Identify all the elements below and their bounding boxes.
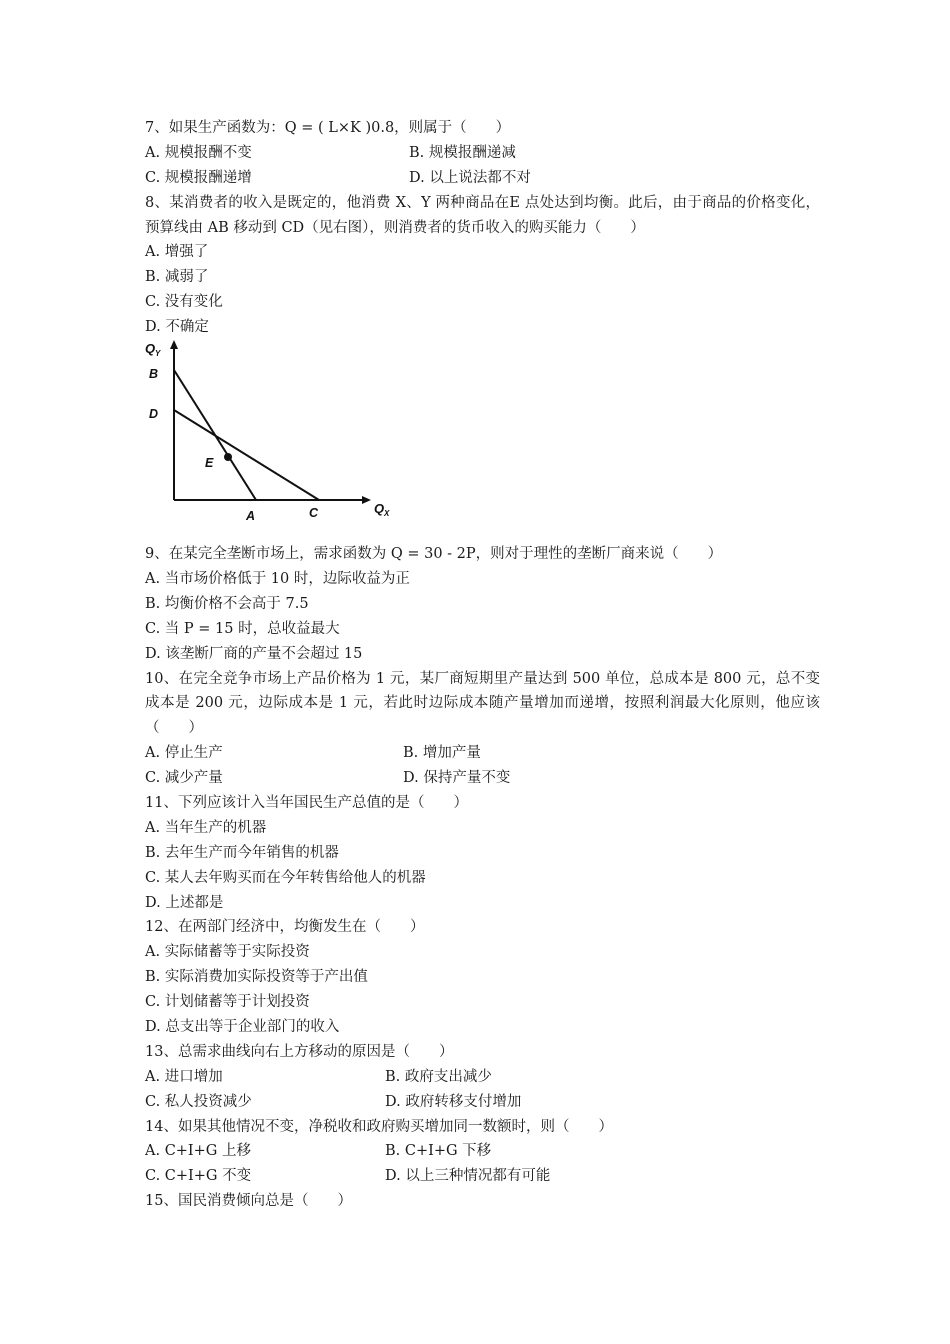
q14-option-b: B. C+I+G 下移 bbox=[385, 1143, 492, 1160]
y-axis-label-sub: Y bbox=[155, 349, 161, 359]
x-axis-label: Q bbox=[374, 501, 385, 517]
q12-stem: 12、在两部门经济中，均衡发生在（ ） bbox=[145, 919, 425, 936]
q13-options-row-1 bbox=[145, 1065, 820, 1090]
point-e-label: E bbox=[205, 456, 214, 471]
budget-line-figure bbox=[145, 340, 820, 542]
q10-options-row-2 bbox=[145, 766, 820, 791]
q9-option-d: D. 该垄断厂商的产量不会超过 15 bbox=[145, 645, 363, 662]
q11-stem: 11、下列应该计入当年国民生产总值的是（ ） bbox=[145, 795, 468, 811]
x-axis-label-sub: X bbox=[384, 509, 390, 519]
equilibrium-point-e bbox=[224, 453, 232, 461]
y-axis-arrow-icon bbox=[170, 340, 178, 349]
q11-option-c: C. 某人去年购买而在今年转售给他人的机器 bbox=[145, 869, 426, 886]
point-c-label: C bbox=[309, 506, 319, 521]
q11-option-d: D. 上述都是 bbox=[145, 894, 224, 911]
q9-option-a: A. 当市场价格低于 10 时，边际收益为正 bbox=[145, 570, 410, 587]
q15-stem: 15、国民消费倾向总是（ ） bbox=[145, 1193, 352, 1210]
q14-options-row-1 bbox=[145, 1139, 820, 1164]
q13-options-row-2 bbox=[145, 1090, 820, 1115]
x-axis-arrow-icon bbox=[362, 496, 371, 504]
q9-stem: 9、在某完全垄断市场上，需求函数为 Q = 30 - 2P，则对于理性的垄断厂商来说（ ） bbox=[145, 546, 723, 563]
budget-line-diagram bbox=[145, 340, 405, 542]
q13-option-d: D. 政府转移支付增加 bbox=[385, 1093, 522, 1110]
q10-stem: 10、在完全竞争市场上产品价格为 1 元，某厂商短期里产量达到 500 单位，总成本是 800 元，总不变成本是 200 元，边际成本是 1 元，若此时边际成本随产量增加而递增，按照利润最大化原则，他应该（ ） bbox=[145, 670, 820, 737]
q7-options-row-1 bbox=[145, 141, 820, 166]
q11-option-a: A. 当年生产的机器 bbox=[145, 819, 267, 836]
q14-option-a: A. C+I+G 上移 bbox=[145, 1143, 252, 1160]
q8-option-d: D. 不确定 bbox=[145, 319, 209, 336]
q13-stem: 13、总需求曲线向右上方移动的原因是（ ） bbox=[145, 1043, 454, 1060]
q9-option-b: B. 均衡价格不会高于 7.5 bbox=[145, 595, 309, 612]
q14-option-d: D. 以上三种情况都有可能 bbox=[385, 1168, 551, 1185]
q10-option-c: C. 减少产量 bbox=[145, 770, 223, 787]
q12-option-c: C. 计划储蓄等于计划投资 bbox=[145, 994, 310, 1011]
q8-option-b: B. 减弱了 bbox=[145, 269, 209, 286]
q11-option-b: B. 去年生产而今年销售的机器 bbox=[145, 844, 339, 861]
q7-option-a: A. 规模报酬不变 bbox=[145, 144, 252, 161]
q7-options-row-2 bbox=[145, 166, 820, 191]
q12-option-d: D. 总支出等于企业部门的收入 bbox=[145, 1019, 340, 1036]
point-d-label: D bbox=[149, 407, 159, 422]
q13-option-a: A. 进口增加 bbox=[145, 1068, 223, 1085]
q8-option-a: A. 增强了 bbox=[145, 244, 209, 261]
q14-option-c: C. C+I+G 不变 bbox=[145, 1168, 252, 1185]
q12-option-a: A. 实际储蓄等于实际投资 bbox=[145, 944, 310, 961]
y-axis-label: Q bbox=[145, 341, 156, 357]
q12-option-b: B. 实际消费加实际投资等于产出值 bbox=[145, 969, 368, 986]
question-list bbox=[145, 116, 820, 1214]
q7-option-b: B. 规模报酬递减 bbox=[409, 144, 516, 161]
q14-options-row-2 bbox=[145, 1164, 820, 1189]
point-b-label: B bbox=[149, 367, 159, 382]
q10-option-d: D. 保持产量不变 bbox=[403, 770, 511, 787]
q10-option-a: A. 停止生产 bbox=[145, 745, 223, 762]
q7-option-c: C. 规模报酬递增 bbox=[145, 169, 252, 186]
q8-stem: 8、某消费者的收入是既定的，他消费 X、Y 两种商品在E 点处达到均衡。此后，由于商品的价格变化，预算线由 AB 移动到 CD（见右图），则消费者的货币收入的购买能力（ ） bbox=[145, 194, 820, 236]
q13-option-c: C. 私人投资减少 bbox=[145, 1093, 252, 1110]
q10-option-b: B. 增加产量 bbox=[403, 745, 481, 762]
q7-stem: 7、如果生产函数为：Q = ( L×K )0.8，则属于（ ） bbox=[145, 120, 511, 136]
point-a-label: A bbox=[246, 509, 256, 524]
q8-option-c: C. 没有变化 bbox=[145, 294, 223, 311]
q10-options-row-1 bbox=[145, 741, 820, 766]
q13-option-b: B. 政府支出减少 bbox=[385, 1068, 492, 1085]
q7-option-d: D. 以上说法都不对 bbox=[409, 169, 531, 186]
q14-stem: 14、如果其他情况不变，净税收和政府购买增加同一数额时，则（ ） bbox=[145, 1118, 613, 1135]
q9-option-c: C. 当 P = 15 时，总收益最大 bbox=[145, 620, 340, 637]
